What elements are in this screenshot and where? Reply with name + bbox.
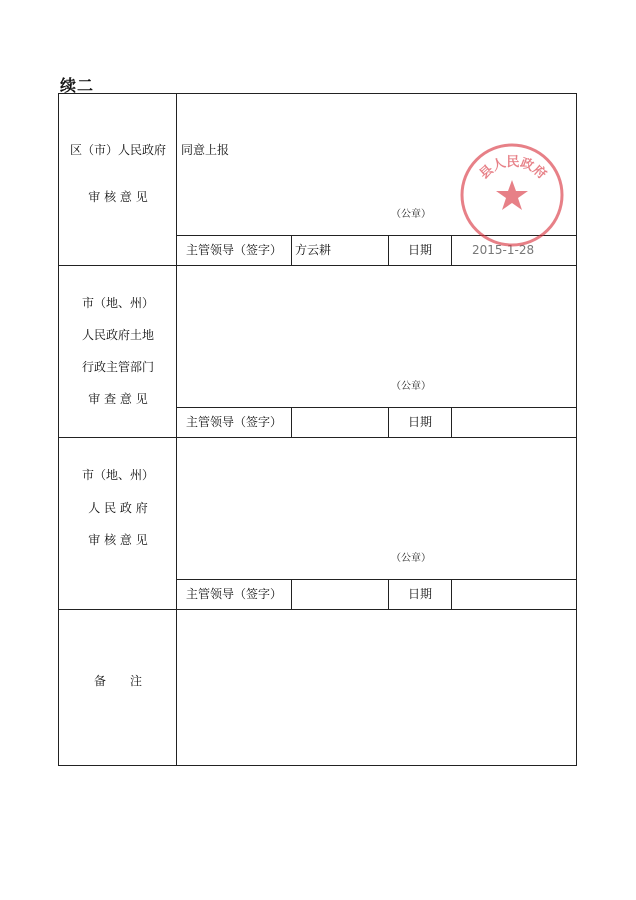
section-label bbox=[59, 610, 177, 765]
remarks-field[interactable] bbox=[177, 610, 576, 765]
seal-label: （公章） bbox=[391, 553, 431, 564]
leader-signature-field[interactable] bbox=[292, 580, 389, 609]
signature-row bbox=[177, 407, 576, 437]
section-label bbox=[59, 266, 177, 437]
opinion-text: 同意上报 bbox=[181, 143, 230, 157]
date-label: 日期 bbox=[389, 408, 452, 437]
label-line: 行政主管部门 bbox=[81, 360, 154, 374]
section-remarks bbox=[59, 610, 576, 765]
section-label bbox=[59, 438, 177, 609]
date-field[interactable]: 2015-1-28 bbox=[472, 243, 535, 257]
label-line: 审 核 意 见 bbox=[88, 533, 148, 547]
seal-text: 县人民政府 bbox=[476, 155, 550, 183]
label-line: 审 核 意 见 bbox=[88, 190, 148, 204]
signature-row bbox=[177, 579, 576, 609]
leader-signature-field[interactable]: 方云耕 bbox=[292, 236, 389, 265]
section-city-review bbox=[59, 438, 576, 610]
date-field[interactable] bbox=[452, 408, 576, 437]
leader-label: 主管领导（签字） bbox=[177, 236, 292, 265]
seal-label: （公章） bbox=[391, 209, 431, 220]
document-title: 续二 bbox=[60, 76, 95, 95]
label-line: 人 民 政 府 bbox=[88, 501, 148, 515]
section-label bbox=[59, 94, 177, 265]
section-land-dept-review bbox=[59, 266, 576, 438]
label-line: 区（市）人民政府 bbox=[69, 143, 166, 157]
date-field[interactable] bbox=[452, 580, 576, 609]
label-line: 市（地、州） bbox=[81, 296, 154, 310]
date-label: 日期 bbox=[389, 236, 452, 265]
seal-star-icon bbox=[496, 180, 528, 210]
remarks-label: 备 注 bbox=[93, 674, 142, 688]
leader-signature-field[interactable] bbox=[292, 408, 389, 437]
leader-label: 主管领导（签字） bbox=[177, 408, 292, 437]
date-label: 日期 bbox=[389, 580, 452, 609]
label-line: 审 查 意 见 bbox=[88, 392, 148, 406]
label-line: 市（地、州） bbox=[81, 468, 154, 482]
label-line: 人民政府土地 bbox=[81, 328, 154, 342]
official-seal-stamp bbox=[457, 140, 567, 250]
leader-label: 主管领导（签字） bbox=[177, 580, 292, 609]
seal-label: （公章） bbox=[391, 381, 431, 392]
